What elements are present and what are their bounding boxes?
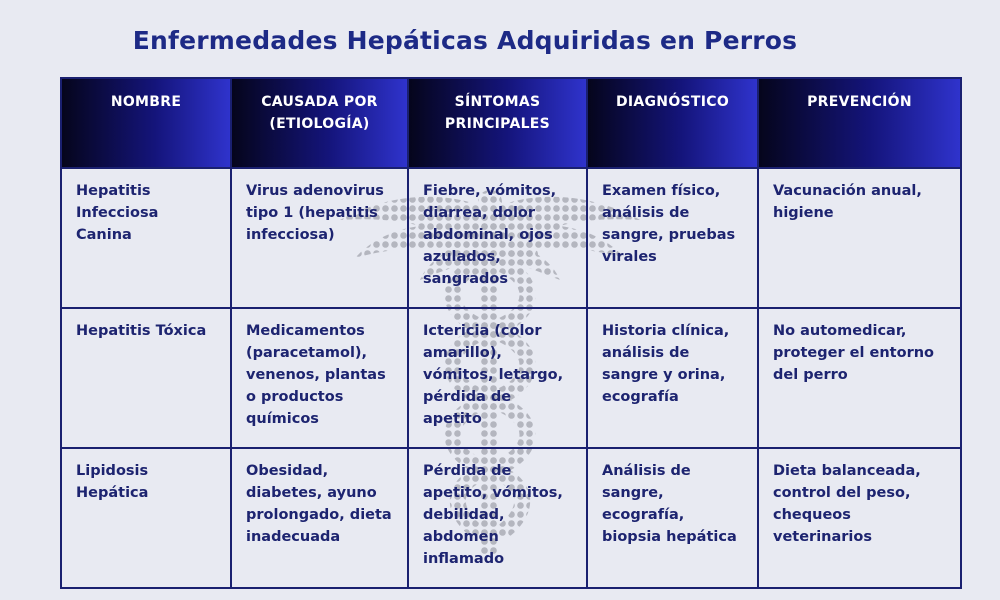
cell-sintomas: Fiebre, vómitos, diarrea, dolor abdominal, ojos azulados, sangrados [408, 168, 587, 308]
cell-sintomas: Ictericia (color amarillo), vómitos, letargo, pérdida de apetito [408, 308, 587, 448]
cell-causa: Medicamentos (paracetamol), venenos, plantas o productos químicos [231, 308, 408, 448]
cell-nombre: Lipidosis Hepática [61, 448, 231, 588]
disease-table [60, 77, 962, 589]
column-header-causa: CAUSADA POR (ETIOLOGÍA) [231, 78, 408, 168]
cell-nombre: Hepatitis Tóxica [61, 308, 231, 448]
table-row [61, 448, 961, 588]
column-header-nombre: NOMBRE [61, 78, 231, 168]
column-header-diagnostico: DIAGNÓSTICO [587, 78, 758, 168]
cell-causa: Virus adenovirus tipo 1 (hepatitis infecciosa) [231, 168, 408, 308]
table-header-row [61, 78, 961, 168]
column-header-sintomas: SÍNTOMAS PRINCIPALES [408, 78, 587, 168]
table-row [61, 308, 961, 448]
cell-prevencion: Vacunación anual, higiene [758, 168, 961, 308]
cell-causa: Obesidad, diabetes, ayuno prolongado, dieta inadecuada [231, 448, 408, 588]
cell-prevencion: No automedicar, proteger el entorno del perro [758, 308, 961, 448]
cell-diagnostico: Historia clínica, análisis de sangre y orina, ecografía [587, 308, 758, 448]
column-header-prevencion: PREVENCIÓN [758, 78, 961, 168]
table-row [61, 168, 961, 308]
cell-diagnostico: Examen físico, análisis de sangre, pruebas virales [587, 168, 758, 308]
cell-sintomas: Pérdida de apetito, vómitos, debilidad, abdomen inflamado [408, 448, 587, 588]
cell-prevencion: Dieta balanceada, control del peso, chequeos veterinarios [758, 448, 961, 588]
page-title: Enfermedades Hepáticas Adquiridas en Perros [132, 26, 798, 55]
cell-nombre: Hepatitis Infecciosa Canina [61, 168, 231, 308]
cell-diagnostico: Análisis de sangre, ecografía, biopsia hepática [587, 448, 758, 588]
